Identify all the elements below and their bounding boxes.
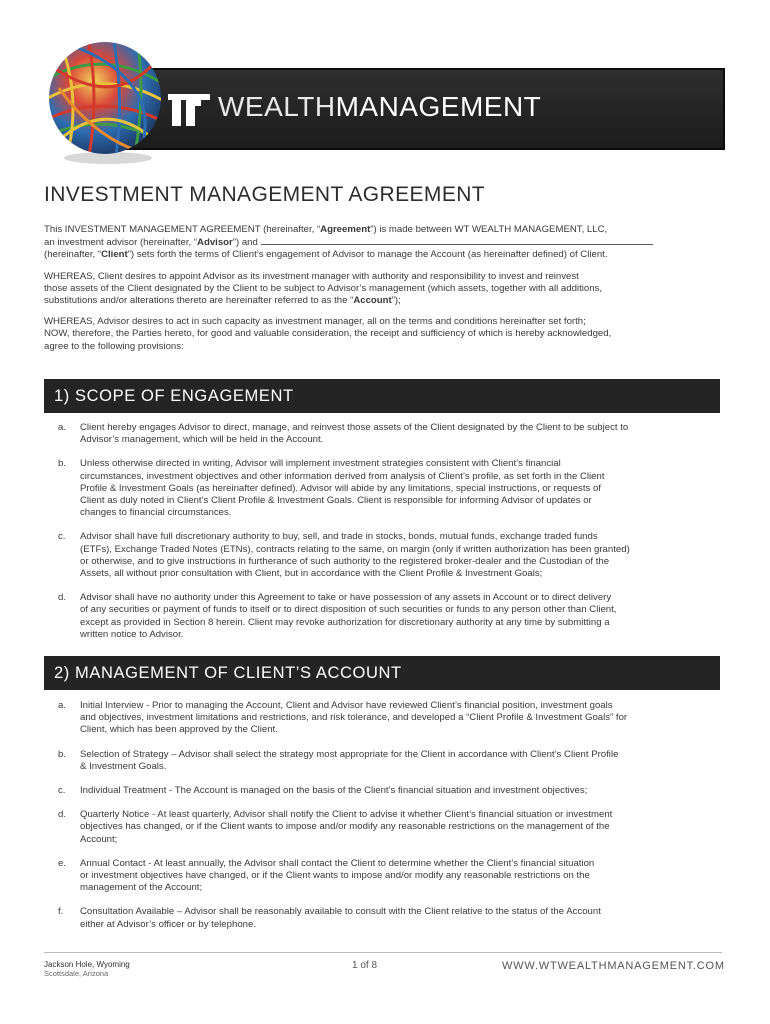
list-item (44, 592, 730, 641)
list-marker: c. (58, 531, 66, 543)
brand-wealth: WEALTH (218, 91, 336, 122)
list-item (44, 906, 730, 930)
list-item-line: of any securities or payment of funds to itself or to direct disposition of such securities or funds to any person other than Client, (80, 604, 617, 616)
list-item (44, 531, 730, 580)
text: This INVESTMENT MANAGEMENT AGREEMENT (hereinafter, “ (44, 224, 321, 235)
client-name-blank[interactable] (261, 236, 653, 245)
list-item-line: Assets, all without prior consultation with Client, but in accordance with the Client Profile & Investment Goals; (80, 568, 543, 580)
list-marker: f. (58, 906, 64, 918)
list-item-line: (ETFs), Exchange Traded Notes (ETNs), contracts relating to the same, on margin (only if written authorization has been granted) (80, 543, 630, 555)
text: ”); (391, 295, 401, 307)
intro-line: agree to the following provisions: (44, 340, 184, 352)
term-client: Client (101, 249, 128, 261)
list-marker: c. (58, 785, 66, 797)
list-item (44, 749, 730, 773)
list-item-line: Individual Treatment - The Account is managed on the basis of the Client’s financial situation and investment objectives; (80, 785, 588, 797)
term-account: Account (353, 295, 392, 307)
footer-office-1: Jackson Hole, Wyoming (44, 960, 130, 969)
document-title: INVESTMENT MANAGEMENT AGREEMENT (44, 183, 486, 206)
list-item-line: Consultation Available – Advisor shall be reasonably available to consult with the Client relative to the status of the Account (80, 906, 601, 918)
list-item-line: Selection of Strategy – Advisor shall select the strategy most appropriate for the Client in accordance with Client’s Client Profile (80, 748, 619, 760)
intro-paragraph-2 (44, 271, 732, 308)
text: an investment advisor (hereinafter, “ (44, 237, 198, 249)
wt-logo-icon (168, 92, 210, 128)
page-number: 1 of 8 (352, 960, 378, 971)
management-list (44, 700, 730, 943)
intro-paragraph-1 (44, 224, 732, 262)
list-item-line: objectives has changed, or if the Client wants to impose and/or modify any reasonable restrictions on the management of the (80, 821, 610, 833)
footer-divider (44, 952, 722, 953)
intro-line (44, 224, 732, 236)
list-item-line: either at Advisor’s officer or by telephone. (80, 918, 256, 930)
list-item-line: Advisor shall have full discretionary authority to buy, sell, and trade in stocks, bonds, mutual funds, exchange traded funds (80, 531, 598, 543)
list-item-line: Unless otherwise directed in writing, Advisor will implement investment strategies consistent with Client’s financial (80, 458, 561, 470)
footer-office-2: Scottsdale, Arizona (44, 969, 109, 978)
list-item-line: or otherwise, and to give instructions in furtherance of such authority to the registered broker-dealer and the Custodian of the (80, 555, 610, 567)
intro-line (44, 236, 732, 249)
text: (hereinafter, “ (44, 249, 102, 261)
list-item (44, 700, 730, 737)
list-marker: e. (58, 857, 67, 869)
list-item-line: management of the Account; (80, 882, 203, 894)
list-marker: a. (58, 422, 67, 433)
scope-list (44, 422, 730, 653)
list-item (44, 785, 730, 797)
intro-paragraph-3 (44, 316, 732, 353)
list-marker: d. (58, 809, 67, 821)
list-item-line: Advisor’s management, which will be held in the Account. (80, 434, 324, 446)
list-item (44, 809, 730, 846)
section-heading-scope: 1) SCOPE OF ENGAGEMENT (44, 379, 720, 413)
list-marker: a. (58, 700, 67, 711)
list-marker: d. (58, 592, 67, 604)
list-item-line: Profile & Investment Goals (as hereinafter defined). Advisor will abide by any limitations, special instructions, or requests of (80, 482, 601, 494)
intro-section (44, 224, 732, 362)
list-item-line: Account; (80, 833, 118, 845)
list-marker: b. (58, 748, 67, 760)
list-item-line: Advisor shall have no authority under this Agreement to take or have possession of any assets in Account or to direct delivery (80, 592, 612, 604)
list-item-line: and objectives, investment limitations and restrictions, and risk tolerance, and developed a “Client Profile & Investment Goals” for (80, 712, 628, 724)
intro-line (44, 249, 732, 261)
list-item-line: Client hereby engages Advisor to direct, manage, and reinvest those assets of the Client designated by the Client to be subject to (80, 422, 629, 433)
list-item-line: or investment objectives have changed, or if the Client wants to impose and/or modify any reasonable restrictions on the (80, 870, 590, 882)
list-item-line: Quarterly Notice - At least quarterly, Advisor shall notify the Client to advise it whether Client’s financial situation or investment (80, 809, 613, 821)
list-marker: b. (58, 458, 67, 470)
list-item-line: except as provided in Section 8 herein. Client may revoke authorization for discretionary authority at any time by submitting a (80, 616, 610, 628)
section-heading-management: 2) MANAGEMENT OF CLIENT’S ACCOUNT (44, 656, 720, 690)
intro-line: WHEREAS, Client desires to appoint Advisor as its investment manager with authority and responsibility to invest and reinvest (44, 270, 579, 282)
list-item-line: written notice to Advisor. (80, 628, 184, 640)
text: ”) is made between WT WEALTH MANAGEMENT, LLC, (370, 224, 608, 235)
term-advisor: Advisor (197, 237, 233, 249)
intro-line: those assets of the Client designated by the Client to be subject to Advisor’s management (which assets, together with all additions, (44, 282, 602, 294)
list-item-line: Client as duly noted in Client’s Client Profile & Investment Goals. Client is responsible for informing Advisor of updates or (80, 495, 592, 507)
list-item-line: & Investment Goals. (80, 760, 167, 772)
intro-line: WHEREAS, Advisor desires to act in such capacity as investment manager, all on the terms and conditions hereinafter set forth; (44, 316, 586, 328)
text: substitutions and/or alterations thereto are hereinafter referred to as the “ (44, 295, 354, 307)
brand-management: MANAGEMENT (335, 91, 542, 122)
list-item-line: Annual Contact - At least annually, the Advisor shall contact the Client to determine whether the Client’s financial situation (80, 857, 595, 869)
rubber-band-ball-logo (44, 38, 166, 166)
list-item-line: Client, which has been approved by the Client. (80, 724, 278, 736)
text: ”) sets forth the terms of Client’s engagement of Advisor to manage the Account (as hereinafter defined) of Client. (127, 249, 608, 261)
list-item-line: circumstances, investment objectives and other information derived from analysis of Client’s profile, as set forth in the Client (80, 470, 605, 482)
brand-wordmark (218, 90, 541, 124)
text: ”) and (232, 237, 258, 249)
intro-line: NOW, therefore, the Parties hereto, for good and valuable consideration, the receipt and sufficiency of which is hereby acknowledged, (44, 328, 612, 340)
list-item-line: Initial Interview - Prior to managing the Account, Client and Advisor have reviewed Client’s financial position, investment goals (80, 700, 613, 711)
list-item (44, 458, 730, 519)
list-item (44, 858, 730, 895)
list-item-line: changes to financial circumstances. (80, 507, 232, 519)
website-link[interactable]: WWW.WTWEALTHMANAGEMENT.COM (502, 960, 725, 972)
intro-line (44, 295, 732, 307)
term-agreement: Agreement (320, 224, 371, 235)
list-item (44, 422, 730, 446)
